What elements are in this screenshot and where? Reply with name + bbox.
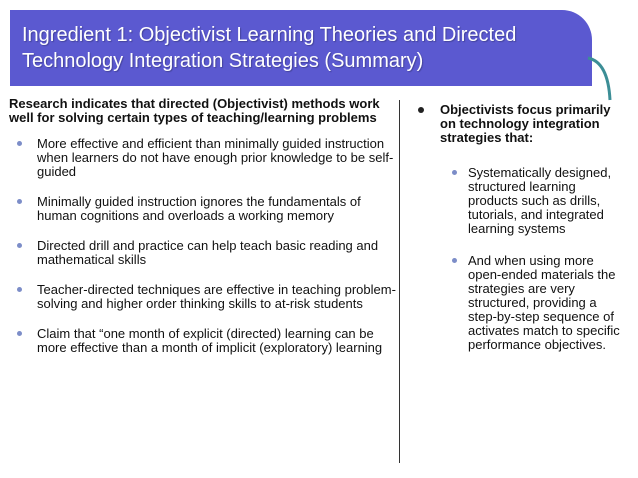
column-divider <box>399 100 400 463</box>
list-item-text: Systematically designed, structured learning products such as drills, tutorials, and integrated learning systems <box>468 165 612 236</box>
list-item-text: More effective and efficient than minimally guided instruction when learners do not have enough prior knowledge to be self-guided <box>37 136 394 179</box>
list-item <box>9 327 401 355</box>
bullet-icon <box>452 258 457 263</box>
list-item <box>414 254 628 352</box>
right-lead <box>414 103 628 145</box>
bullet-icon <box>17 141 22 146</box>
right-bullet-list <box>414 166 628 352</box>
bullet-icon <box>17 199 22 204</box>
list-item-text: Claim that “one month of explicit (directed) learning can be more effective than a month of implicit (exploratory) learning <box>37 326 383 355</box>
list-item <box>9 137 401 179</box>
slide-title: Ingredient 1: Objectivist Learning Theories and Directed Technology Integration Strategies (Summary) <box>22 24 517 72</box>
bullet-icon <box>452 170 457 175</box>
list-item <box>414 166 628 236</box>
list-item <box>9 283 401 311</box>
right-lead-text: Objectivists focus primarily on technology integration strategies that: <box>440 102 611 145</box>
list-item <box>9 239 401 267</box>
bullet-icon <box>418 107 424 113</box>
left-column <box>9 97 401 371</box>
bullet-icon <box>17 331 22 336</box>
left-bullet-list <box>9 137 401 355</box>
list-item-text: Minimally guided instruction ignores the fundamentals of human cognitions and overloads a working memory <box>37 194 361 223</box>
bullet-icon <box>17 287 22 292</box>
right-column <box>414 103 628 370</box>
list-item <box>9 195 401 223</box>
left-lead-text: Research indicates that directed (Objectivist) methods work well for solving certain types of teaching/learning problems <box>9 96 380 125</box>
bullet-icon <box>17 243 22 248</box>
corner-curve-decoration <box>586 56 626 102</box>
list-item-text: And when using more open-ended materials the strategies are very structured, providing a step-by-step sequence of activates match to specific performance objectives. <box>468 253 620 352</box>
list-item-text: Directed drill and practice can help teach basic reading and mathematical skills <box>37 238 379 267</box>
list-item-text: Teacher-directed techniques are effective in teaching problem-solving and higher order thinking skills to at-risk students <box>37 282 396 311</box>
